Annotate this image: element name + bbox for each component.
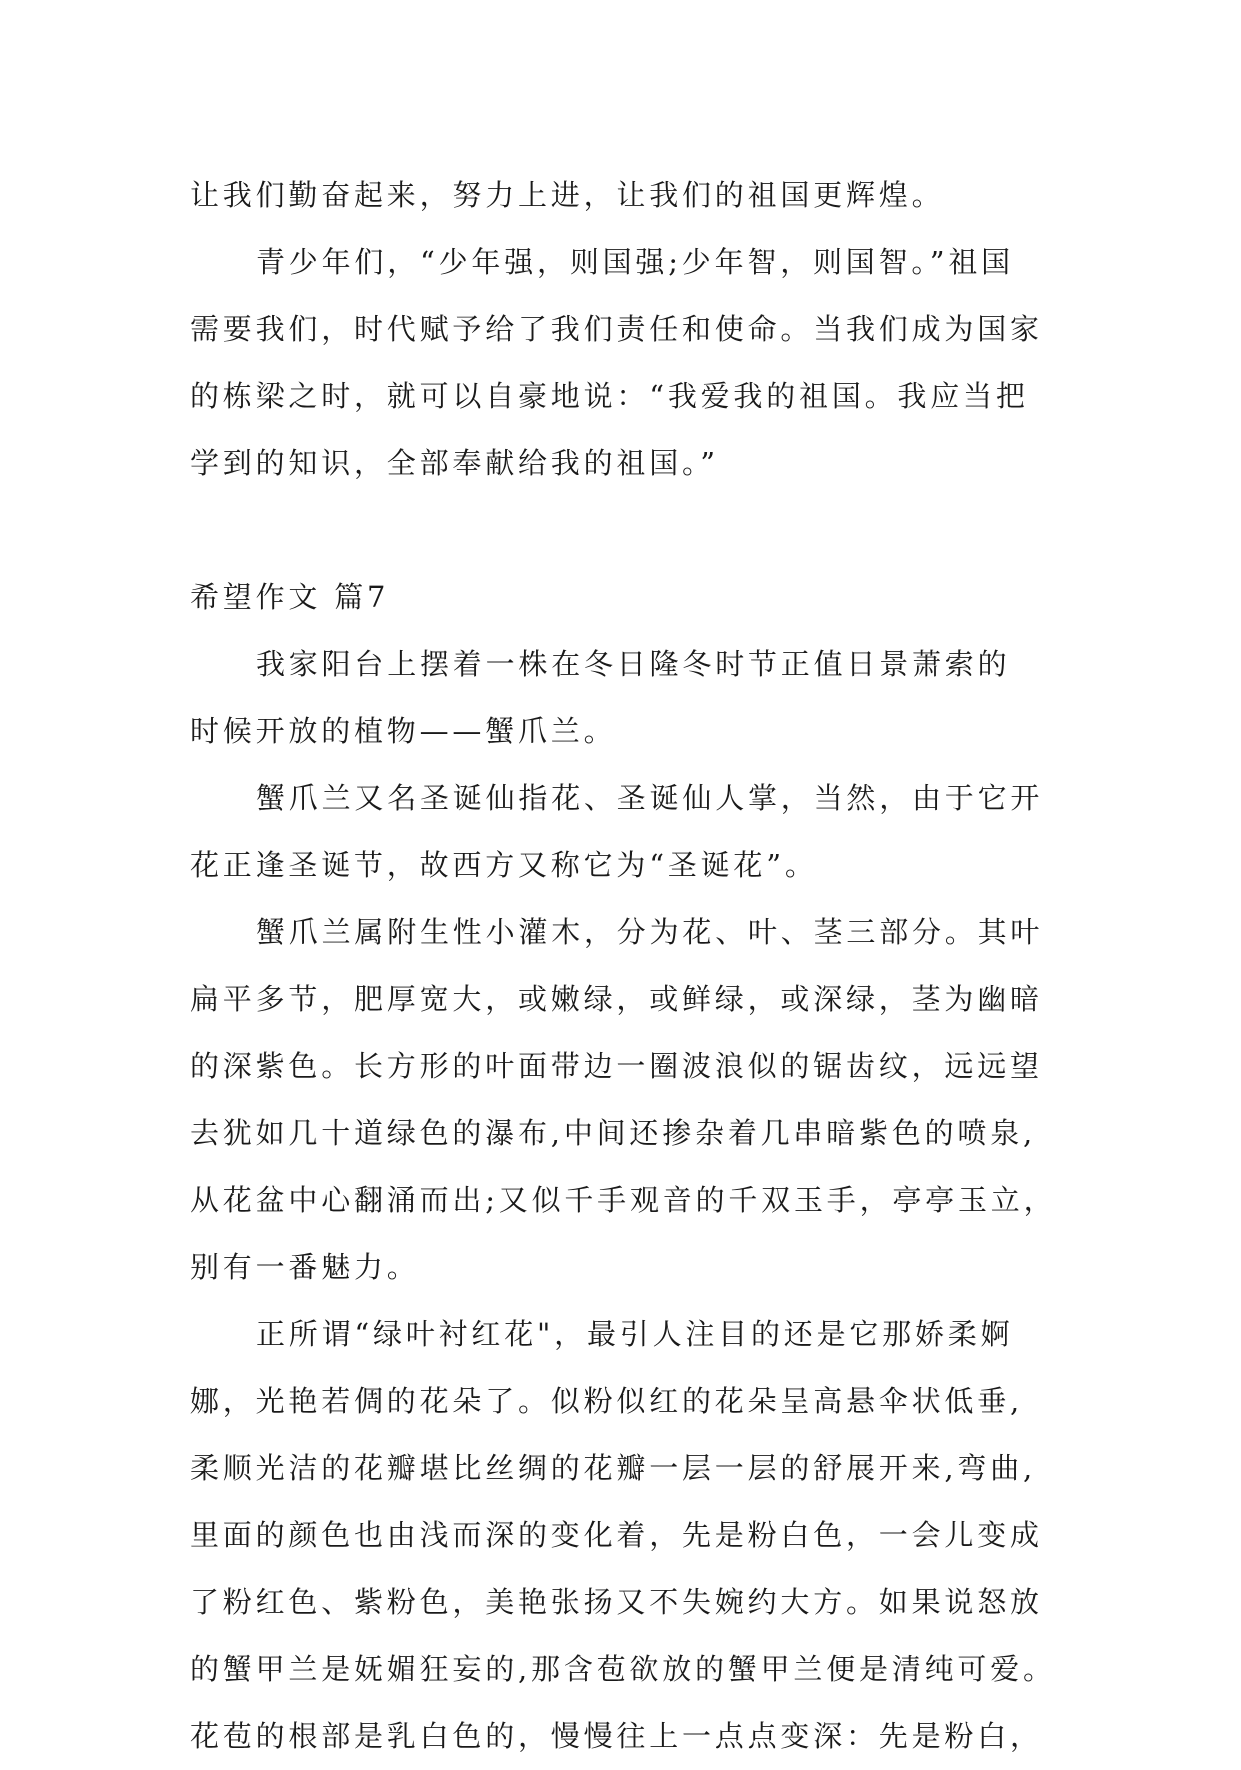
paragraph-2 bbox=[190, 229, 1060, 296]
text-line: 青少年们，“少年强，则国强;少年智，则国智。”祖国 bbox=[256, 245, 1014, 279]
text-line: 的深紫色。长方形的叶面带边一圈波浪似的锯齿纹，远远望 bbox=[190, 1049, 1043, 1083]
text-line: 别有一番魅力。 bbox=[190, 1250, 420, 1284]
text-line: 了粉红色、紫粉色，美艳张扬又不失婉约大方。如果说怒放 bbox=[190, 1585, 1043, 1619]
section-spacer bbox=[190, 497, 1060, 564]
text-line: 花苞的根部是乳白色的，慢慢往上一点点变深：先是粉白， bbox=[190, 1719, 1043, 1753]
paragraph-2-cont bbox=[190, 296, 1060, 497]
paragraph-6-cont bbox=[190, 1368, 1060, 1770]
paragraph-5 bbox=[190, 899, 1060, 966]
paragraph-3 bbox=[190, 631, 1060, 698]
text-line: 柔顺光洁的花瓣堪比丝绸的花瓣一层一层的舒展开来,弯曲, bbox=[190, 1451, 1037, 1485]
document-page bbox=[190, 162, 1060, 1770]
text-line: 从花盆中心翻涌而出;又似千手观音的千双玉手，亭亭玉立， bbox=[190, 1183, 1057, 1217]
text-line: 我家阳台上摆着一株在冬日隆冬时节正值日景萧索的 bbox=[256, 647, 1011, 681]
text-line: 学到的知识，全部奉献给我的祖国。” bbox=[190, 446, 719, 480]
text-line: 的蟹甲兰是妩媚狂妄的,那含苞欲放的蟹甲兰便是清纯可爱。 bbox=[190, 1652, 1056, 1686]
text-line: 让我们勤奋起来，努力上进，让我们的祖国更辉煌。 bbox=[190, 178, 945, 212]
text-line: 扁平多节，肥厚宽大，或嫩绿，或鲜绿，或深绿，茎为幽暗 bbox=[190, 982, 1043, 1016]
text-line: 娜，光艳若倜的花朵了。似粉似红的花朵呈高悬伞状低垂, bbox=[190, 1384, 1024, 1418]
text-line: 蟹爪兰属附生性小灌木，分为花、叶、茎三部分。其叶 bbox=[256, 915, 1044, 949]
paragraph-5-cont bbox=[190, 966, 1060, 1301]
paragraph-3-cont bbox=[190, 698, 1060, 765]
section-heading: 希望作文 篇7 bbox=[190, 580, 390, 614]
text-line: 的栋梁之时，就可以自豪地说：“我爱我的祖国。我应当把 bbox=[190, 379, 1029, 413]
text-line: 蟹爪兰又名圣诞仙指花、圣诞仙人掌，当然，由于它开 bbox=[256, 781, 1044, 815]
paragraph-4 bbox=[190, 765, 1060, 832]
text-line: 去犹如几十道绿色的瀑布,中间还掺杂着几串暗紫色的喷泉, bbox=[190, 1116, 1037, 1150]
text-line: 需要我们，时代赋予给了我们责任和使命。当我们成为国家 bbox=[190, 312, 1043, 346]
text-line: 花正逢圣诞节，故西方又称它为“圣诞花”。 bbox=[190, 848, 818, 882]
text-line: 正所谓“绿叶衬红花"，最引人注目的还是它那娇柔婀 bbox=[256, 1317, 1014, 1351]
paragraph-4-cont bbox=[190, 832, 1060, 899]
paragraph-6 bbox=[190, 1301, 1060, 1368]
text-line: 时候开放的植物——蟹爪兰。 bbox=[190, 714, 617, 748]
text-line: 里面的颜色也由浅而深的变化着，先是粉白色，一会儿变成 bbox=[190, 1518, 1043, 1552]
paragraph-1 bbox=[190, 162, 1060, 229]
